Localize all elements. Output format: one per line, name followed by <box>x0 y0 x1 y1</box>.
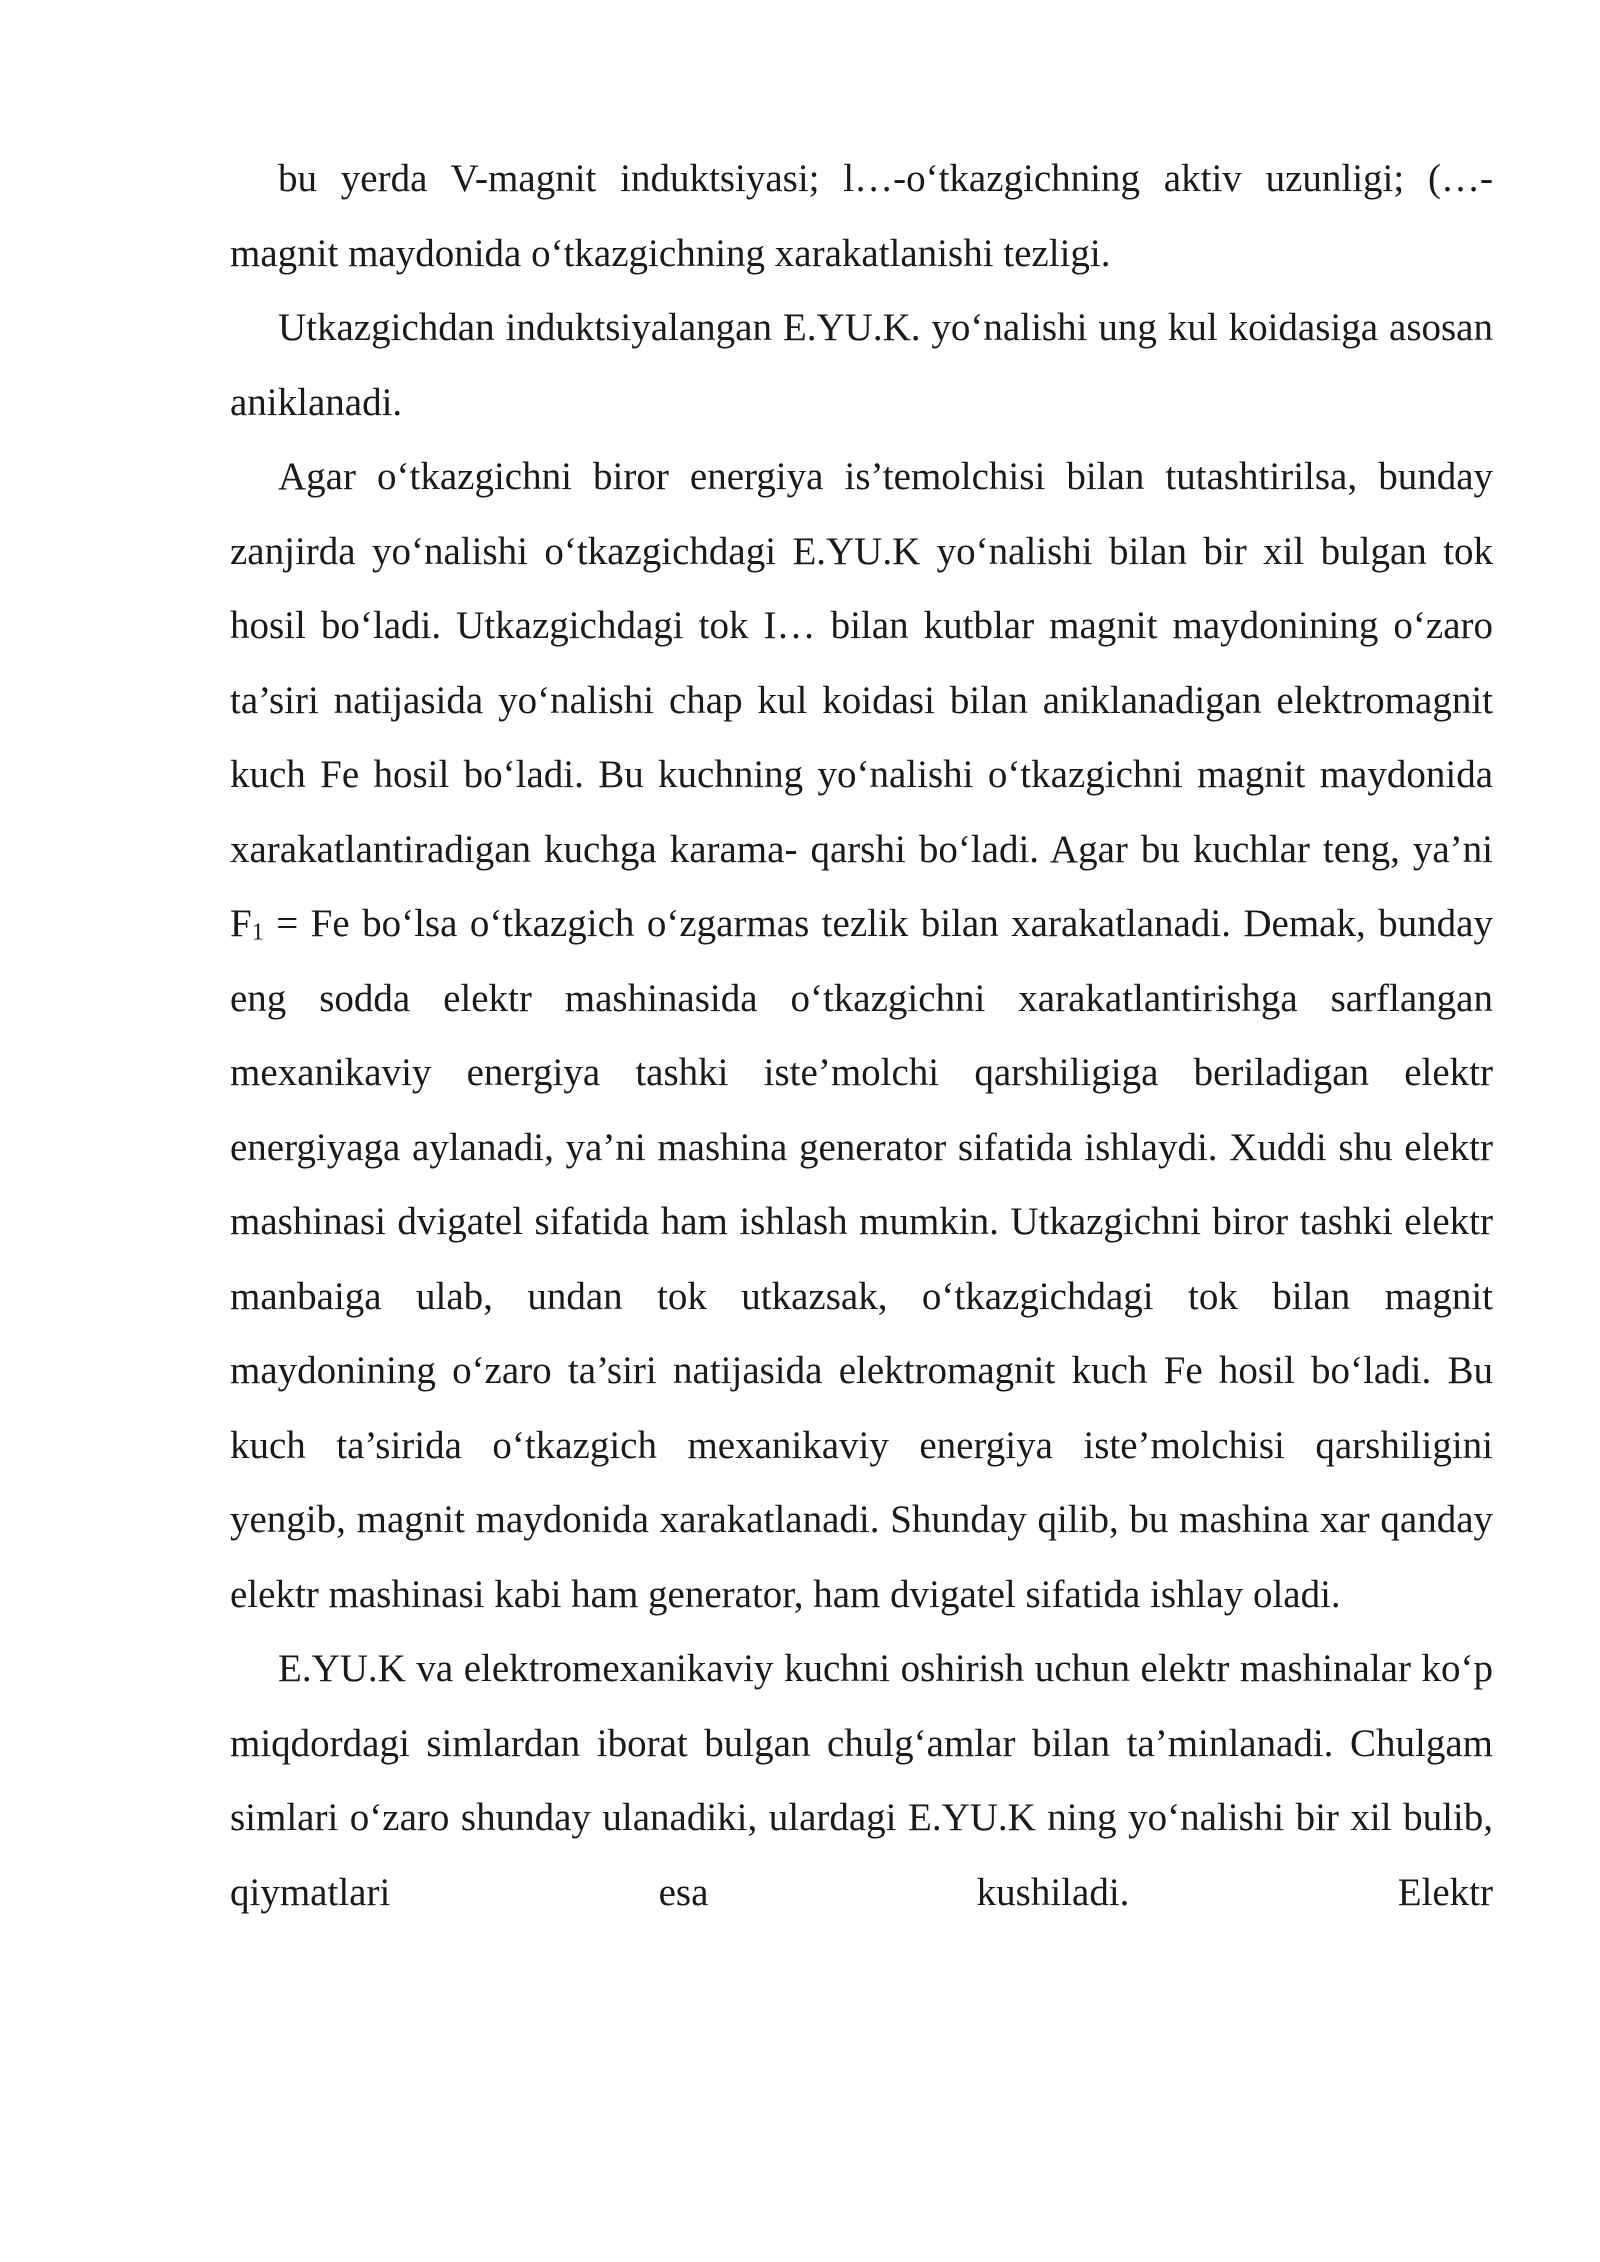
document-page <box>230 142 1493 1930</box>
paragraph-generator-motor <box>230 440 1493 1632</box>
force-subscript: 1 <box>251 918 264 946</box>
paragraph-generator-motor-end: Shunday qilib, bu mashina xar qanday elektr mashinasi kabi ham generator, ham dvigatel sifatida ishlay oladi. <box>230 1498 1493 1616</box>
paragraph-emf-direction: Utkazgichdan induktsiyalangan E.YU.K. yo‘nalishi ung kul koidasiga asosan aniklanadi. <box>230 306 1493 424</box>
paragraph-generator-motor-part1: Agar o‘tkazgichni biror energiya is’temolchisi bilan tutashtirilsa, bunday zanjirda yo‘nalishi o‘tkazgichdagi E.YU.K yo‘nalishi bilan bir xil bulgan tok hosil bo‘ladi. Utkazgichdagi tok I… bilan kutblar magnit maydonining o‘zaro ta’siri natijasida yo‘nalishi chap kul koidasi bilan aniklanadigan elektromagnit kuch Fe hosil bo‘ladi. Bu kuchning yo‘nalishi o‘tkazgichni magnit maydonida xarakatlantiradigan kuchga karama- qarshi bo‘ladi. Agar bu kuchlar teng, ya’ni F <box>230 455 1493 945</box>
paragraph-windings: E.YU.K va elektromexanikaviy kuchni oshirish uchun elektr mashinalar ko‘p miqdordagi simlardan iborat bulgan chulg‘amlar bilan ta’minlanadi. Chulgam simlari o‘zaro shunday ulanadiki, ulardagi E.YU.K ning yo‘nalishi bir xil bulib, qiymatlari esa kushiladi. Elektr <box>230 1647 1493 1914</box>
paragraph-formula-explanation: bu yerda V-magnit induktsiyasi; l…-o‘tkazgichning aktiv uzunligi; (…- magnit maydonida o‘tkazgichning xarakatlanishi tezligi. <box>230 157 1493 275</box>
paragraph-generator-motor-part2: = Fe bo‘lsa o‘tkazgich o‘zgarmas tezlik bilan xarakatlanadi. Demak, bunday eng sodda elektr mashinasida o‘tkazgichni xarakatlantirishga sarflangan mexanikaviy energiya tashki iste’molchi qarshiligiga beriladigan elektr energiyaga aylanadi, ya’ni mashina generator sifatida ishlaydi. Xuddi shu elektr mashinasi dvigatel sifatida ham ishlash mumkin. Utkazgichni biror tashki elektr manbaiga ulab, undan tok utkazsak, o‘tkazgichdagi tok bilan magnit maydonining o‘zaro ta’siri natijasida elektromagnit kuch Fe hosil bo‘ladi. Bu kuch ta’sirida o‘tkazgich mexanikaviy energiya iste’molchisi qarshiligini yengib, magnit maydonida xarakatlanadi. <box>230 902 1493 1541</box>
